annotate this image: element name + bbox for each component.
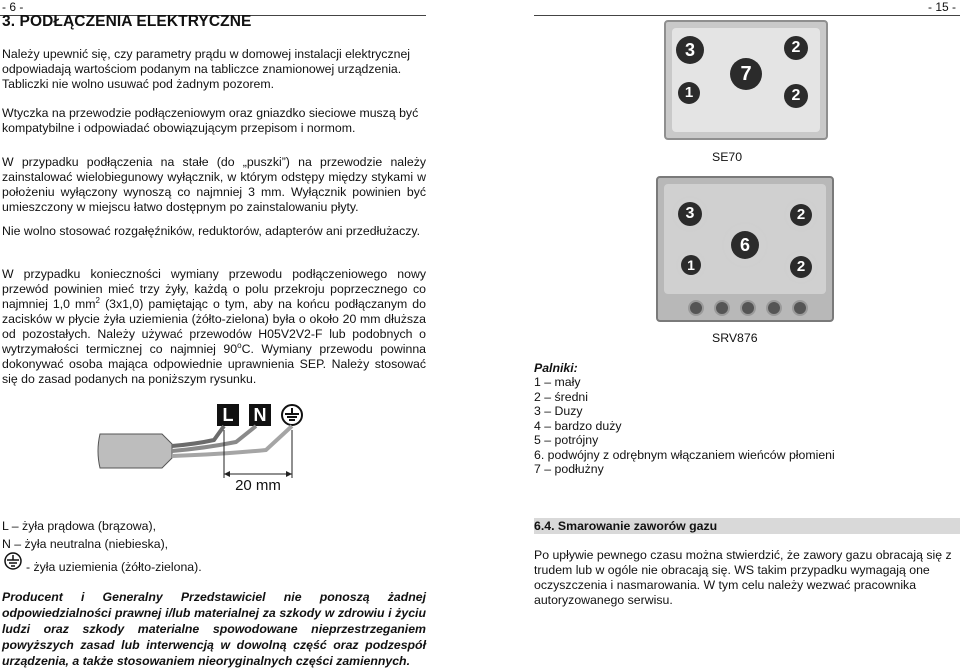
ground-symbol-icon [282, 405, 302, 425]
section-body: Po upływie pewnego czasu można stwierdzić, że zawory gazu obracają się z trudem lub w ogóle nie obracają się. WS takim przypadku wymagają one oczyszczenia i nasmarowania. W tym celu należy wezwać pracownika autoryzowanego serwisu. [534, 548, 952, 607]
paragraph-permanent-connection: W przypadku podłączenia na stałe (do „puszki”) na przewodzie należy zainstalować wielobiegunowy wyłącznik, w którym odstępy między stykami w położeniu wyłączony wynoszą co najmniej 3 mm. Wyłącznik powinien być umieszczony w miejscu łatwo dostępnym po zainstalowaniu płyty. [2, 155, 426, 214]
section-heading: 6.4. Smarowanie zaworów gazu [534, 519, 718, 533]
hob-knob-icon [766, 300, 782, 316]
hob-srv876-burner-3: 6 [731, 231, 759, 259]
dimension-label: 20 mm [235, 477, 281, 494]
terminal-n [249, 404, 271, 426]
hob-se70-burner-3: 7 [730, 58, 762, 90]
paragraph-voltage-check: Należy upewnić się, czy parametry prądu w domowej instalacji elektrycznej odpowiadają wartościom podanym na tabliczce znamionowej urządzenia. Tabliczki nie wolno usuwać pod żadnym pozorem. [2, 47, 411, 91]
paragraph-no-adapters: Nie wolno stosować rozgałęźników, reduktorów, adapterów ani przedłużaczy. [2, 224, 421, 238]
burner-legend-item: 4 – bardzo duży [534, 418, 622, 433]
hob-knob-icon [740, 300, 756, 316]
hob-se70-image [664, 20, 828, 140]
earth-symbol-icon [2, 552, 24, 570]
hob-se70-burner-2: 2 [784, 36, 808, 60]
page-number-left: - 6 - [2, 0, 24, 14]
burner-legend-item: 1 – mały [534, 375, 581, 389]
page-number-right: - 15 - [927, 0, 956, 14]
hob-srv876-model: SRV876 [712, 331, 758, 345]
legend-line-l: L – żyła prądowa (brązowa), [2, 519, 157, 533]
burner-legend-item: 5 – potrójny [534, 433, 599, 447]
hob-srv876-image [656, 176, 834, 322]
paragraph-plug-compat: Wtyczka na przewodzie podłączeniowym oraz gniazdko sieciowe muszą być kompatybilne i odpowiadać obowiązującym przepisom i normom. [2, 106, 419, 135]
legend-line-n: N – żyła neutralna (niebieska), [2, 537, 169, 551]
paragraph-cable-replacement: W przypadku konieczności wymiany przewodu podłączeniowego nowy przewód powinien mieć trzy żyły, każdą o polu przekroju poprzecznego co najmniej 1,0 $mm^2$ (3x1,0) pamiętając o tym, aby na końcu podłączanym do zacisków w płycie żyła uziemienia (żółto-zielona) była o około 20 mm dłuższa od pozostałych. Należy używać przewodów H05V2V2-F lub podobnych o wytrzymałości termicznej co najmniej 90$^o$C. Wymiany przewodu powinna dokonywać osoba mająca odpowiednie uprawnienia SEP. Należy stosować się do zasad podanych na poniższym rysunku. [2, 267, 426, 386]
burner-legend-heading: Palniki: [534, 361, 578, 375]
legend-line-earth: - żyła uziemienia (żółto-zielona). [26, 560, 202, 574]
hob-knob-icon [792, 300, 808, 316]
hob-srv876-burner-2: 2 [790, 204, 812, 226]
cable-diagram [96, 400, 326, 496]
hob-srv876-burner-1: 3 [678, 202, 702, 226]
hob-se70-model: SE70 [712, 150, 743, 164]
burner-legend-item: 2 – średni [534, 389, 589, 404]
section-title: 3. PODŁĄCZENIA ELEKTRYCZNE [2, 13, 252, 30]
terminal-l-letter: L [222, 405, 234, 425]
burner-legend-list [534, 375, 835, 477]
hob-se70-burner-4: 1 [678, 82, 700, 104]
hob-srv876-burner-4: 1 [681, 255, 701, 275]
hob-srv876-burner-5: 2 [790, 256, 812, 278]
burner-legend-item: 6. podwójny z odrębnym włączaniem wieńców płomieni [534, 447, 835, 462]
disclaimer: Producent i Generalny Przedstawiciel nie ponoszą żadnej odpowiedzialności prawnej i/lub materialnej za szkody w zdrowiu i życiu ludzi oraz szkody materialne spowodowane nieprzestrzeganiem powyższych zasad lub interwencją w dowolną część oraz podzespół urządzenia, a także stosowaniem nieoryginalnych części zamiennych. [2, 590, 426, 668]
terminal-n-letter: N [253, 405, 267, 425]
header-rule-right [534, 15, 960, 16]
burner-legend-item: 3 – Duzy [534, 404, 583, 418]
hob-se70-burner-5: 2 [784, 84, 808, 108]
hob-knob-icon [714, 300, 730, 316]
terminal-l [217, 404, 239, 426]
hob-se70-burner-1: 3 [676, 36, 704, 64]
burner-legend-item: 7 – podłużny [534, 462, 604, 476]
hob-knob-icon [688, 300, 704, 316]
